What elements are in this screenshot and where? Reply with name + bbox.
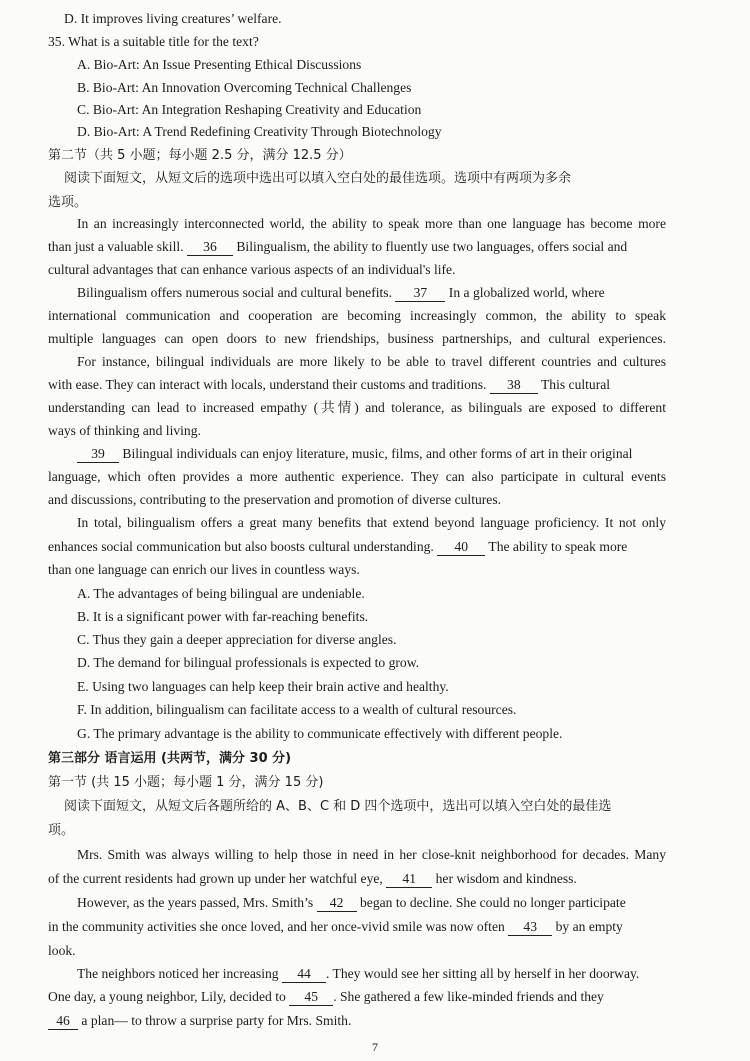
passage2-p2-line2: in the community activities she once loved, and her once-vivid smile was now often 43 by an empty <box>48 919 623 934</box>
passage2-p3-line1: The neighbors noticed her increasing 44 . They would see her sitting all by herself in her doorway. <box>77 966 640 981</box>
passage1-p4-line2: language, which often provides a more authentic experience. They can also participate in cultural events <box>48 469 666 484</box>
section2-instruction-line1: 阅读下面短文，从短文后的选项中选出可以填入空白处的最佳选项。选项中有两项为多余 <box>64 171 572 186</box>
passage2-p3-line3: 46 a plan— to throw a surprise party for Mrs. Smith. <box>48 1011 351 1031</box>
option-d: D. The demand for bilingual professionals is expected to grow. <box>77 655 420 670</box>
passage1-p4-line3: and discussions, contributing to the preservation and promotion of diverse cultures. <box>48 492 502 507</box>
part3-instruction-line1: 阅读下面短文，从短文后各题所给的 A、B、C 和 D 四个选项中，选出可以填入空白处的最佳选 <box>64 799 612 814</box>
passage2-p1-line2: of the current residents had grown up under her watchful eye, 41 her wisdom and kindness. <box>48 871 577 886</box>
option-g: G. The primary advantage is the ability to communicate effectively with different people. <box>77 726 563 741</box>
q35-option-a: A. Bio-Art: An Issue Presenting Ethical Discussions <box>77 57 362 72</box>
blank-38: 38 <box>490 377 538 394</box>
blank-41: 41 <box>386 871 432 888</box>
passage1-p3-line2: with ease. They can interact with locals, understand their customs and traditions. 38 This cultural <box>48 377 611 392</box>
passage1-p4-line1: 39 Bilingual individuals can enjoy literature, music, films, and other forms of art in their original <box>77 444 632 464</box>
passage1-p1-line3: cultural advantages that can enhance various aspects of an individual's life. <box>48 262 456 277</box>
passage1-p2-line3: multiple languages can open doors to new friendships, business partnerships, and cultural experiences. <box>48 331 666 346</box>
part3-section1-header: 第一节 (共 15 小题；每小题 1 分，满分 15 分) <box>48 775 324 790</box>
blank-44: 44 <box>282 966 326 983</box>
q35-option-d: D. Bio-Art: A Trend Redefining Creativity Through Biotechnology <box>77 124 442 139</box>
passage1-p2-line2: international communication and cooperation are becoming increasingly common, the ability to speak <box>48 308 666 323</box>
q35-stem: 35. What is a suitable title for the text? <box>48 34 259 49</box>
part3-header: 第三部分 语言运用 (共两节，满分 30 分) <box>48 751 292 766</box>
blank-39: 39 <box>77 446 119 463</box>
passage2-p1-line1: Mrs. Smith was always willing to help those in need in her close-knit neighborhood for decades. Many <box>77 847 666 862</box>
passage1-p5-line3: than one language can enrich our lives in countless ways. <box>48 562 360 577</box>
option-a: A. The advantages of being bilingual are undeniable. <box>77 586 365 601</box>
section2-instruction-line2: 选项。 <box>48 195 88 210</box>
option-b: B. It is a significant power with far-reaching benefits. <box>77 609 369 624</box>
part3-instruction-line2: 项。 <box>48 823 75 838</box>
blank-42: 42 <box>317 895 357 912</box>
passage1-p1-line1: In an increasingly interconnected world, the ability to speak more than one language has become more <box>77 216 666 231</box>
passage1-p5-line2: enhances social communication but also boosts cultural understanding. 40 The ability to speak more <box>48 539 628 554</box>
option-c: C. Thus they gain a deeper appreciation for diverse angles. <box>77 632 397 647</box>
passage1-p1-line2: than just a valuable skill. 36 Bilingualism, the ability to fluently use two languages, offers social and <box>48 239 628 254</box>
passage1-p5-line1: In total, bilingualism offers a great many benefits that extend beyond language proficiency. It not only <box>77 515 666 530</box>
page-number: 7 <box>372 1040 378 1054</box>
blank-46: 46 <box>48 1013 78 1030</box>
option-e: E. Using two languages can help keep their brain active and healthy. <box>77 679 449 694</box>
passage2-p2-line3: look. <box>48 943 76 958</box>
passage2-p3-line2: One day, a young neighbor, Lily, decided to 45 . She gathered a few like-minded friends and they <box>48 989 604 1004</box>
option-f: F. In addition, bilingualism can facilitate access to a wealth of cultural resources. <box>77 702 517 717</box>
q34-option-d: D. It improves living creatures’ welfare. <box>64 11 282 26</box>
blank-37: 37 <box>395 285 445 302</box>
section2-header: 第二节（共 5 小题；每小题 2.5 分，满分 12.5 分） <box>48 148 352 163</box>
blank-36: 36 <box>187 239 233 256</box>
passage1-p3-line4: ways of thinking and living. <box>48 423 201 438</box>
blank-45: 45 <box>289 989 333 1006</box>
blank-40: 40 <box>437 539 485 556</box>
passage1-p3-line3: understanding can lead to increased empathy (共情) and tolerance, as bilinguals are exposed to different <box>48 400 666 415</box>
blank-43: 43 <box>508 919 552 936</box>
passage1-p3-line1: For instance, bilingual individuals are more likely to be able to travel different countries and cultures <box>77 354 666 369</box>
passage1-p2-line1: Bilingualism offers numerous social and cultural benefits. 37 In a globalized world, where <box>77 285 605 300</box>
q35-option-c: C. Bio-Art: An Integration Reshaping Creativity and Education <box>77 102 422 117</box>
passage2-p2-line1: However, as the years passed, Mrs. Smith’s 42 began to decline. She could no longer participate <box>77 895 626 910</box>
q35-option-b: B. Bio-Art: An Innovation Overcoming Technical Challenges <box>77 80 412 95</box>
